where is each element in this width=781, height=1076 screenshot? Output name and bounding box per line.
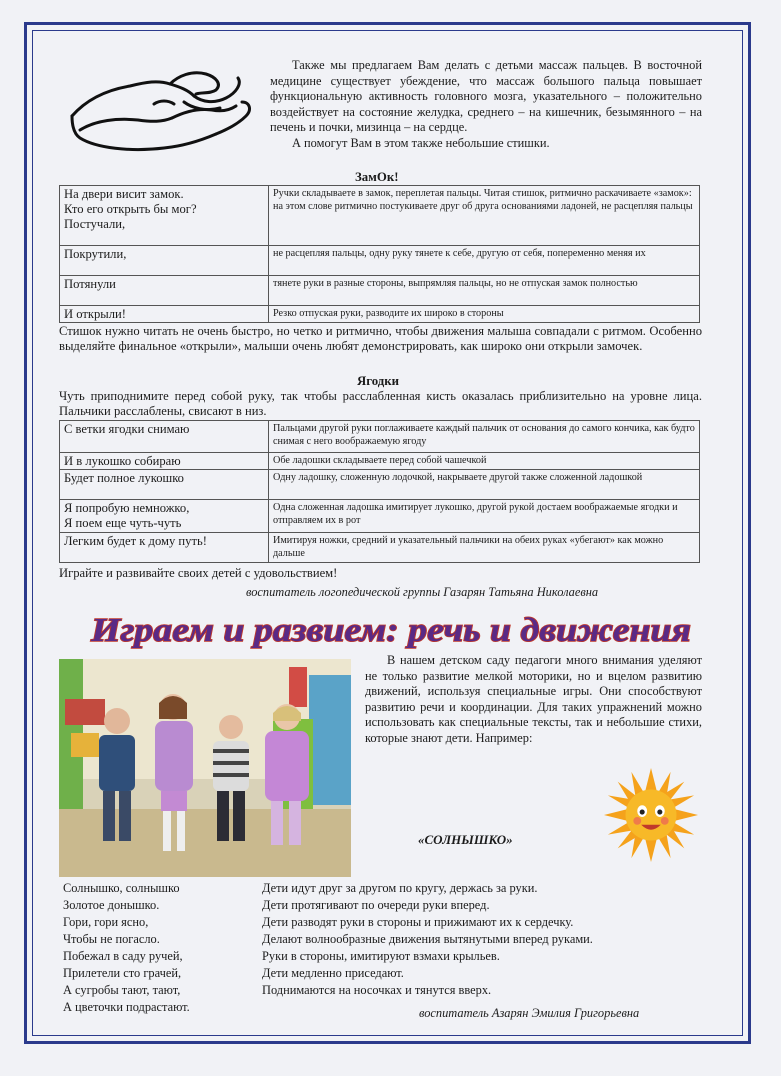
words-line: Кто его открыть бы мог? [64,202,197,216]
words-line: Я попробую немножко, [64,501,190,515]
poem-line: А сугробы тают, тают, [63,983,181,997]
words-cell: Покрутили, [60,246,269,276]
words-cell: И открыли! [60,306,269,323]
words-line: Я поем еще чуть-чуть [64,516,182,530]
table-row [60,246,700,276]
moves-cell: Одна сложенная ладошка имитирует лукошко, другой рукой достаем воображаемые ягодки и отправляем их в рот [269,500,700,533]
moves-line: Ручки складываете в замок, переплетая пальцы. Читая стишок, ритмично раскачиваете «замок»: [273,188,692,199]
words-line: Постучали, [64,217,126,231]
poem-line: Гори, гори ясно, [63,915,149,929]
poem-line: Солнышко, солнышко [63,881,180,895]
table-row [60,276,700,306]
words-line: На двери висит замок. [64,187,184,201]
moves-line: на этом слове ритмично постукиваете друг об друга основаниями ладоней, не расцепляя пальцы [273,201,693,212]
poem-line: А цветочки подрастают. [63,1000,190,1014]
words-cell: И в лукошко собираю [60,453,269,470]
action-line: Делают волнообразные движения вытянутыми вперед руками. [262,932,593,946]
game2-intro: Чуть приподнимите перед собой руку, так чтобы расслабленная кисть оказалась приблизительно на уровне лица. Пальчики расслаблены, свисают в низ. [59,389,702,419]
section2-text [365,653,702,747]
hand-massage-icon [66,60,256,156]
action-line: Руки в стороны, имитируют взмахи крыльев. [262,949,500,963]
table-row [60,453,700,470]
moves-cell: не расцепляя пальцы, одну руку тянете к себе, другую от себя, попеременно меняя их [269,246,700,276]
table-row [60,306,700,323]
game2-table [59,420,700,563]
poem-lines [63,880,253,1016]
table-row [60,470,700,500]
children-photo [59,659,351,877]
game1-title: ЗамОк! [355,170,399,184]
words-cell: Будет полное лукошко [60,470,269,500]
action-line: Дети идут друг за другом по кругу, держась за руки. [262,881,538,895]
moves-cell: Имитируя ножки, средний и указательный пальчики на обеих руках «убегают» как можно дальше [269,533,700,563]
poem-line: Золотое донышко. [63,898,160,912]
table-row [60,186,700,246]
moves-cell: Пальцами другой руки поглаживаете каждый пальчик от основания до самого кончика, как будто снимая с него воображаемую ягоду [269,421,700,453]
moves-cell: Одну ладошку, сложенную лодочкой, накрываете другой также сложенной ладошкой [269,470,700,500]
table-row [60,533,700,563]
moves-cell: Резко отпуская руки, разводите их широко в стороны [269,306,700,323]
intro-paragraph: Также мы предлагаем Вам делать с детьми массаж пальцев. В восточной медицине существует убеждение, что массаж большого пальца повышает функциональную активность головного мозга, указательного – положительно воздействует на состояние желудка, среднего – на кишечник, безымянного – на печень и почки, мизинца – на сердце. [270,58,702,135]
intro-lead: А помогут Вам в этом также небольшие стишки. [292,135,550,150]
action-line: Дети медленно приседают. [262,966,404,980]
game1-note: Стишок нужно читать не очень быстро, но четко и ритмично, чтобы движения малыша совпадали с ритмом. Особенно выделяйте финальное «открыли», малыши очень любят демонстрировать, как широко они открыли замочек. [59,324,702,354]
moves-cell: тянете руки в разные стороны, выпрямляя пальцы, но не отпуская замок полностью [269,276,700,306]
banner-title: Играем и развием: речь и движения [89,612,691,649]
action-line: Дети разводят руки в стороны и прижимают их к сердечку. [262,915,574,929]
poem-line: Прилетели сто грачей, [63,966,182,980]
game2-closing: Играйте и развивайте своих детей с удовольствием! [59,566,338,580]
sun-icon [602,766,700,864]
action-line: Поднимаются на носочках и тянутся вверх. [262,983,492,997]
poem-line: Чтобы не погасло. [63,932,160,946]
words-cell: Легким будет к дому путь! [60,533,269,563]
action-lines [262,880,702,999]
game1-table [59,185,700,323]
words-cell: Потянули [60,276,269,306]
section2-paragraph: В нашем детском саду педагоги много внимания уделяют не только развитие мелкой моторики, но и вцелом развитию движений, используя специальные игры. Они способствуют развитию речи и координации. Для таких упражнений можно использовать как специальные тексты, так и небольшие стихи, которые знают дети. Например: [365,653,702,745]
moves-cell [269,186,700,246]
signature-1: воспитатель логопедической группы Газарян Татьяна Николаевна [246,585,599,599]
game2-title: Ягодки [357,374,399,388]
intro-text [270,58,702,152]
poem-line: Побежал в саду ручей, [63,949,183,963]
signature-2: воспитатель Азарян Эмилия Григорьевна [419,1006,640,1020]
table-row [60,500,700,533]
moves-cell: Обе ладошки складываете перед собой чашечкой [269,453,700,470]
section-banner [76,604,706,654]
action-line: Дети протягивают по очереди руки вперед. [262,898,490,912]
table-row [60,421,700,453]
poem-title: «СОЛНЫШКО» [418,832,513,847]
words-cell [60,186,269,246]
words-cell: С ветки ягодки снимаю [60,421,269,453]
words-cell [60,500,269,533]
